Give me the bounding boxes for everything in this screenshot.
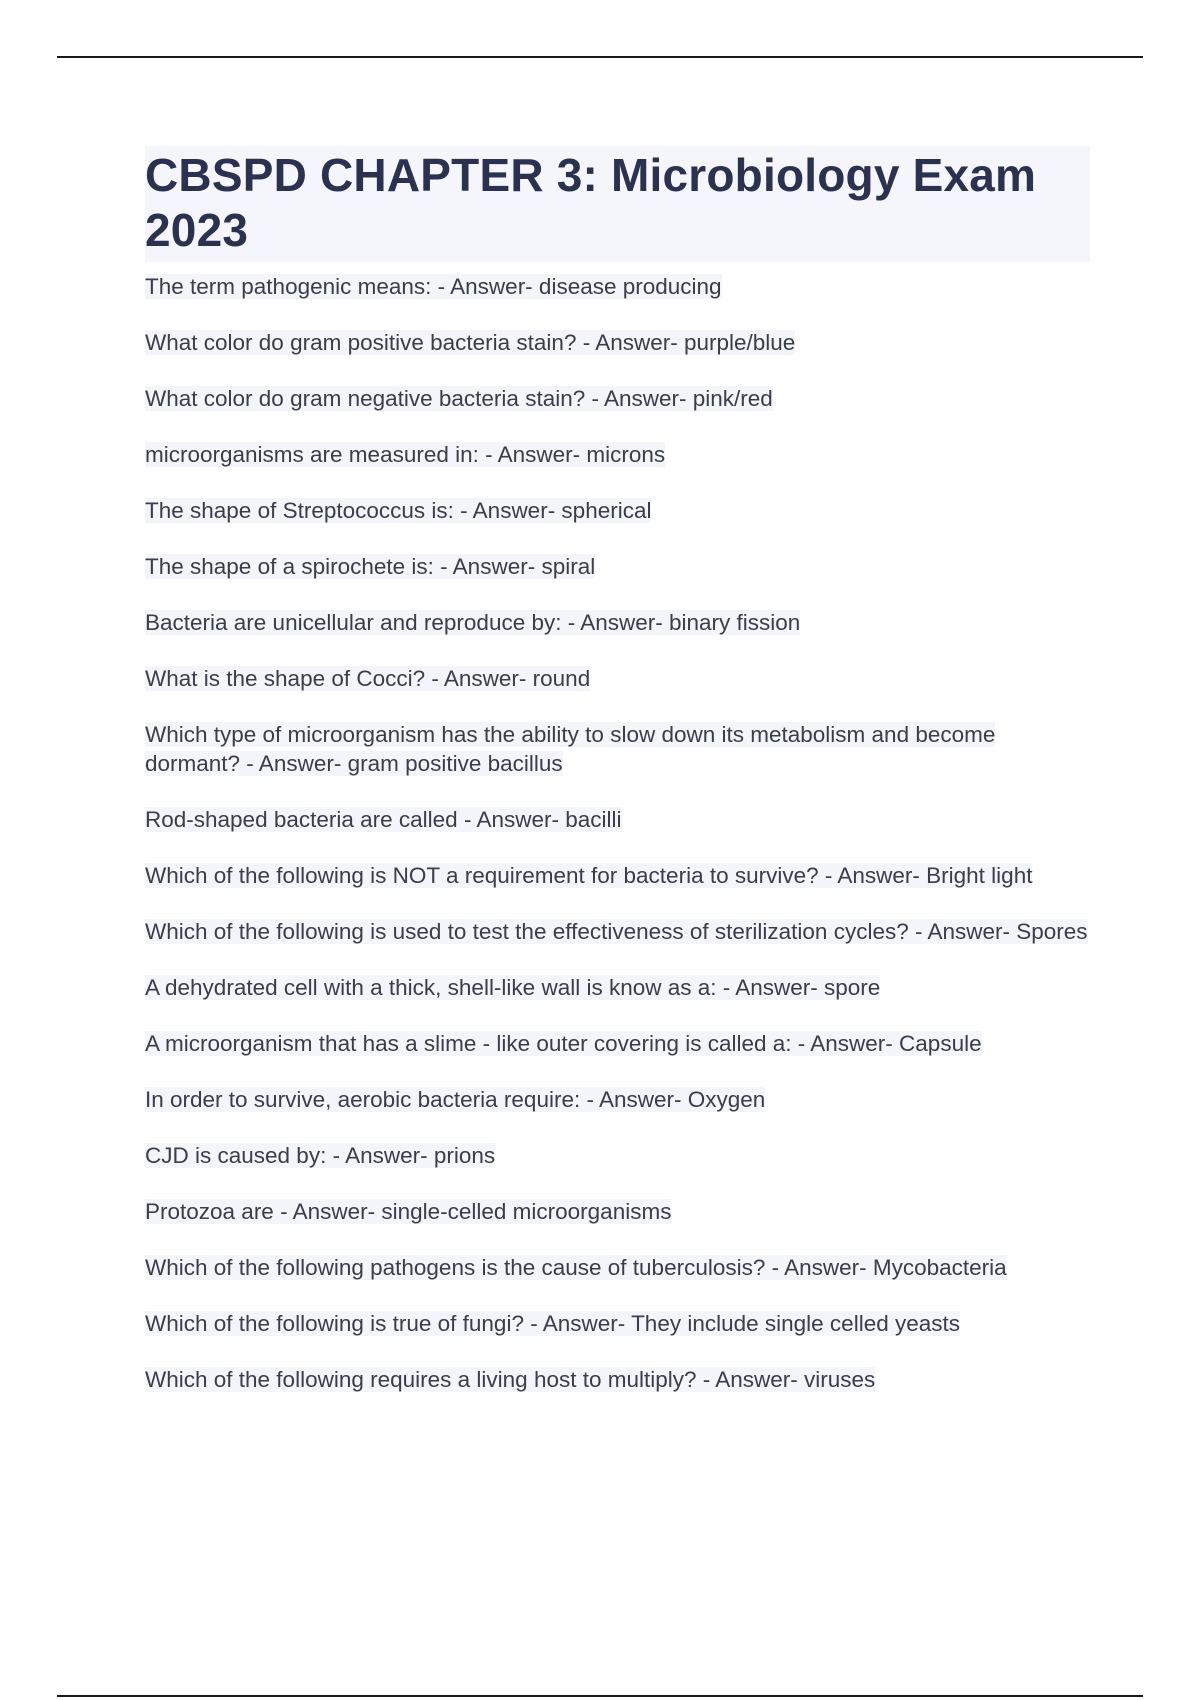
qa-item bbox=[145, 1365, 1090, 1394]
qa-text: Protozoa are - Answer- single-celled microorganisms bbox=[145, 1199, 672, 1224]
qa-item bbox=[145, 608, 1090, 637]
bottom-rule bbox=[57, 1695, 1143, 1697]
top-rule bbox=[57, 56, 1143, 58]
qa-item bbox=[145, 973, 1090, 1002]
qa-item bbox=[145, 720, 1090, 778]
qa-item bbox=[145, 496, 1090, 525]
qa-text: The shape of Streptococcus is: - Answer- spherical bbox=[145, 498, 652, 523]
document-title: CBSPD CHAPTER 3: Microbiology Exam 2023 bbox=[145, 146, 1090, 262]
qa-item bbox=[145, 1309, 1090, 1338]
qa-text: What color do gram positive bacteria stain? - Answer- purple/blue bbox=[145, 330, 796, 355]
qa-text: Which type of microorganism has the ability to slow down its metabolism and become dormant? - Answer- gram positive bacillus bbox=[145, 722, 996, 776]
qa-text: Which of the following is NOT a requirement for bacteria to survive? - Answer- Bright light bbox=[145, 863, 1033, 888]
qa-item bbox=[145, 1029, 1090, 1058]
qa-text: In order to survive, aerobic bacteria require: - Answer- Oxygen bbox=[145, 1087, 766, 1112]
qa-item bbox=[145, 1085, 1090, 1114]
qa-list bbox=[145, 272, 1090, 1394]
qa-item bbox=[145, 1253, 1090, 1282]
qa-item bbox=[145, 861, 1090, 890]
qa-item bbox=[145, 1197, 1090, 1226]
qa-item bbox=[145, 917, 1090, 946]
qa-text: Which of the following requires a living host to multiply? - Answer- viruses bbox=[145, 1367, 876, 1392]
qa-text: The term pathogenic means: - Answer- disease producing bbox=[145, 274, 722, 299]
qa-item bbox=[145, 384, 1090, 413]
qa-text: What is the shape of Cocci? - Answer- round bbox=[145, 666, 591, 691]
qa-text: Which of the following is true of fungi? - Answer- They include single celled yeasts bbox=[145, 1311, 960, 1336]
qa-text: A dehydrated cell with a thick, shell-like wall is know as a: - Answer- spore bbox=[145, 975, 881, 1000]
qa-item bbox=[145, 1141, 1090, 1170]
qa-text: Rod-shaped bacteria are called - Answer- bacilli bbox=[145, 807, 622, 832]
qa-item bbox=[145, 328, 1090, 357]
qa-text: Which of the following pathogens is the cause of tuberculosis? - Answer- Mycobacteria bbox=[145, 1255, 1007, 1280]
document-body bbox=[145, 146, 1090, 1394]
qa-text: A microorganism that has a slime - like outer covering is called a: - Answer- Capsule bbox=[145, 1031, 982, 1056]
qa-text: microorganisms are measured in: - Answer- microns bbox=[145, 442, 666, 467]
qa-text: CJD is caused by: - Answer- prions bbox=[145, 1143, 496, 1168]
qa-text: The shape of a spirochete is: - Answer- spiral bbox=[145, 554, 596, 579]
qa-item bbox=[145, 272, 1090, 301]
qa-item bbox=[145, 440, 1090, 469]
qa-item bbox=[145, 805, 1090, 834]
qa-text: What color do gram negative bacteria stain? - Answer- pink/red bbox=[145, 386, 773, 411]
qa-item bbox=[145, 664, 1090, 693]
qa-text: Bacteria are unicellular and reproduce by: - Answer- binary fission bbox=[145, 610, 801, 635]
qa-item bbox=[145, 552, 1090, 581]
qa-text: Which of the following is used to test the effectiveness of sterilization cycles? - Answer- Spores bbox=[145, 919, 1088, 944]
